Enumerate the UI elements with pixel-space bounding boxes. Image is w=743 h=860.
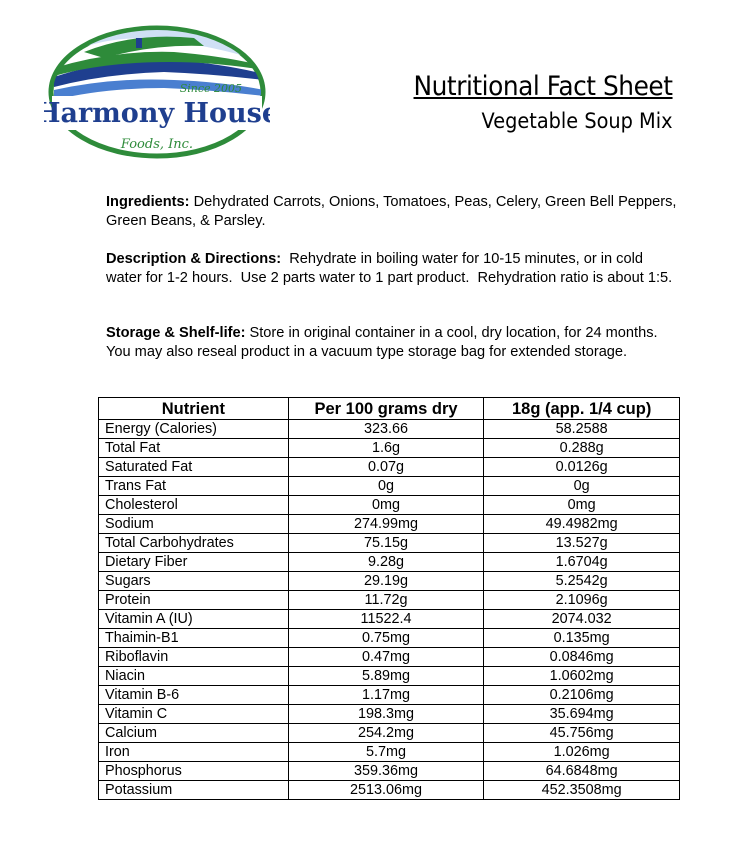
logo-sub-text: Foods, Inc. xyxy=(120,137,194,152)
table-row xyxy=(99,629,680,648)
nutrient-name-cell: Saturated Fat xyxy=(99,458,289,477)
nutrition-table xyxy=(98,397,680,800)
nutrient-name-cell: Energy (Calories) xyxy=(99,420,289,439)
sheet-header xyxy=(391,70,673,134)
nutrient-name-cell: Riboflavin xyxy=(99,648,289,667)
per-100g-cell: 5.7mg xyxy=(288,743,484,762)
nutrient-name-cell: Calcium xyxy=(99,724,289,743)
per-serving-cell: 0.2106mg xyxy=(484,686,680,705)
per-100g-cell: 0g xyxy=(288,477,484,496)
storage-paragraph xyxy=(106,324,678,361)
table-row xyxy=(99,553,680,572)
per-100g-cell: 11.72g xyxy=(288,591,484,610)
nutrient-name-cell: Trans Fat xyxy=(99,477,289,496)
per-100g-cell: 11522.4 xyxy=(288,610,484,629)
per-100g-cell: 75.15g xyxy=(288,534,484,553)
table-row xyxy=(99,686,680,705)
per-serving-cell: 0mg xyxy=(484,496,680,515)
table-row xyxy=(99,439,680,458)
nutrient-name-cell: Sugars xyxy=(99,572,289,591)
nutrient-name-cell: Protein xyxy=(99,591,289,610)
table-row xyxy=(99,591,680,610)
ingredients-label: Ingredients: xyxy=(106,194,190,210)
table-row xyxy=(99,458,680,477)
per-serving-cell: 452.3508mg xyxy=(484,781,680,800)
nutrient-name-cell: Sodium xyxy=(99,515,289,534)
directions-label: Description & Directions: xyxy=(106,251,282,267)
ingredients-paragraph xyxy=(106,193,678,230)
company-logo xyxy=(44,22,270,162)
nutrient-name-cell: Dietary Fiber xyxy=(99,553,289,572)
nutrient-name-cell: Thaimin-B1 xyxy=(99,629,289,648)
per-serving-cell: 0.0126g xyxy=(484,458,680,477)
per-serving-cell: 0.135mg xyxy=(484,629,680,648)
per-100g-cell: 5.89mg xyxy=(288,667,484,686)
header-per-100g: Per 100 grams dry xyxy=(288,398,484,420)
per-serving-cell: 1.0602mg xyxy=(484,667,680,686)
per-serving-cell: 2074.032 xyxy=(484,610,680,629)
per-serving-cell: 5.2542g xyxy=(484,572,680,591)
per-serving-cell: 1.026mg xyxy=(484,743,680,762)
per-100g-cell: 1.17mg xyxy=(288,686,484,705)
per-serving-cell: 35.694mg xyxy=(484,705,680,724)
per-100g-cell: 198.3mg xyxy=(288,705,484,724)
table-row xyxy=(99,667,680,686)
per-serving-cell: 0g xyxy=(484,477,680,496)
nutrient-name-cell: Total Carbohydrates xyxy=(99,534,289,553)
logo-graphic xyxy=(44,22,270,162)
storage-text: Store in original container in a cool, dry location, for 24 months. You may also reseal product in a vacuum type storage bag for extended storage. xyxy=(106,325,666,360)
per-100g-cell: 0.47mg xyxy=(288,648,484,667)
nutrient-name-cell: Niacin xyxy=(99,667,289,686)
table-row xyxy=(99,515,680,534)
nutrient-name-cell: Total Fat xyxy=(99,439,289,458)
per-100g-cell: 323.66 xyxy=(288,420,484,439)
per-serving-cell: 13.527g xyxy=(484,534,680,553)
nutrient-name-cell: Iron xyxy=(99,743,289,762)
table-row xyxy=(99,477,680,496)
table-row xyxy=(99,534,680,553)
table-row xyxy=(99,420,680,439)
header-per-serving: 18g (app. 1/4 cup) xyxy=(484,398,680,420)
table-row xyxy=(99,781,680,800)
ingredients-text: Dehydrated Carrots, Onions, Tomatoes, Peas, Celery, Green Bell Peppers, Green Beans, & Parsley. xyxy=(106,194,677,229)
directions-paragraph xyxy=(106,250,678,287)
per-serving-cell: 1.6704g xyxy=(484,553,680,572)
table-row xyxy=(99,705,680,724)
per-serving-cell: 0.288g xyxy=(484,439,680,458)
per-100g-cell: 0.07g xyxy=(288,458,484,477)
per-100g-cell: 359.36mg xyxy=(288,762,484,781)
per-serving-cell: 49.4982mg xyxy=(484,515,680,534)
table-row xyxy=(99,724,680,743)
storage-label: Storage & Shelf-life: xyxy=(106,325,246,341)
nutrient-name-cell: Cholesterol xyxy=(99,496,289,515)
per-100g-cell: 254.2mg xyxy=(288,724,484,743)
sheet-subtitle: Vegetable Soup Mix xyxy=(481,109,673,133)
logo-brand-text: Harmony House xyxy=(44,98,270,129)
per-serving-cell: 0.0846mg xyxy=(484,648,680,667)
per-100g-cell: 29.19g xyxy=(288,572,484,591)
per-100g-cell: 274.99mg xyxy=(288,515,484,534)
per-100g-cell: 1.6g xyxy=(288,439,484,458)
table-row xyxy=(99,648,680,667)
logo-since-text: Since 2005 xyxy=(179,82,242,95)
per-serving-cell: 45.756mg xyxy=(484,724,680,743)
table-row xyxy=(99,610,680,629)
header-nutrient: Nutrient xyxy=(99,398,289,420)
per-100g-cell: 9.28g xyxy=(288,553,484,572)
nutrient-name-cell: Potassium xyxy=(99,781,289,800)
table-row xyxy=(99,496,680,515)
per-100g-cell: 0mg xyxy=(288,496,484,515)
per-serving-cell: 64.6848mg xyxy=(484,762,680,781)
per-100g-cell: 2513.06mg xyxy=(288,781,484,800)
nutrient-name-cell: Vitamin B-6 xyxy=(99,686,289,705)
per-serving-cell: 2.1096g xyxy=(484,591,680,610)
table-row xyxy=(99,572,680,591)
table-row xyxy=(99,743,680,762)
nutrient-name-cell: Vitamin C xyxy=(99,705,289,724)
sheet-title: Nutritional Fact Sheet xyxy=(413,71,673,102)
nutrient-name-cell: Vitamin A (IU) xyxy=(99,610,289,629)
per-serving-cell: 58.2588 xyxy=(484,420,680,439)
table-row xyxy=(99,762,680,781)
table-header-row xyxy=(99,398,680,420)
per-100g-cell: 0.75mg xyxy=(288,629,484,648)
directions-text: Rehydrate in boiling water for 10-15 minutes, or in cold water for 1-2 hours. Use 2 parts water to 1 part product. Rehydration ratio is about 1:5. xyxy=(106,251,673,286)
nutrient-name-cell: Phosphorus xyxy=(99,762,289,781)
